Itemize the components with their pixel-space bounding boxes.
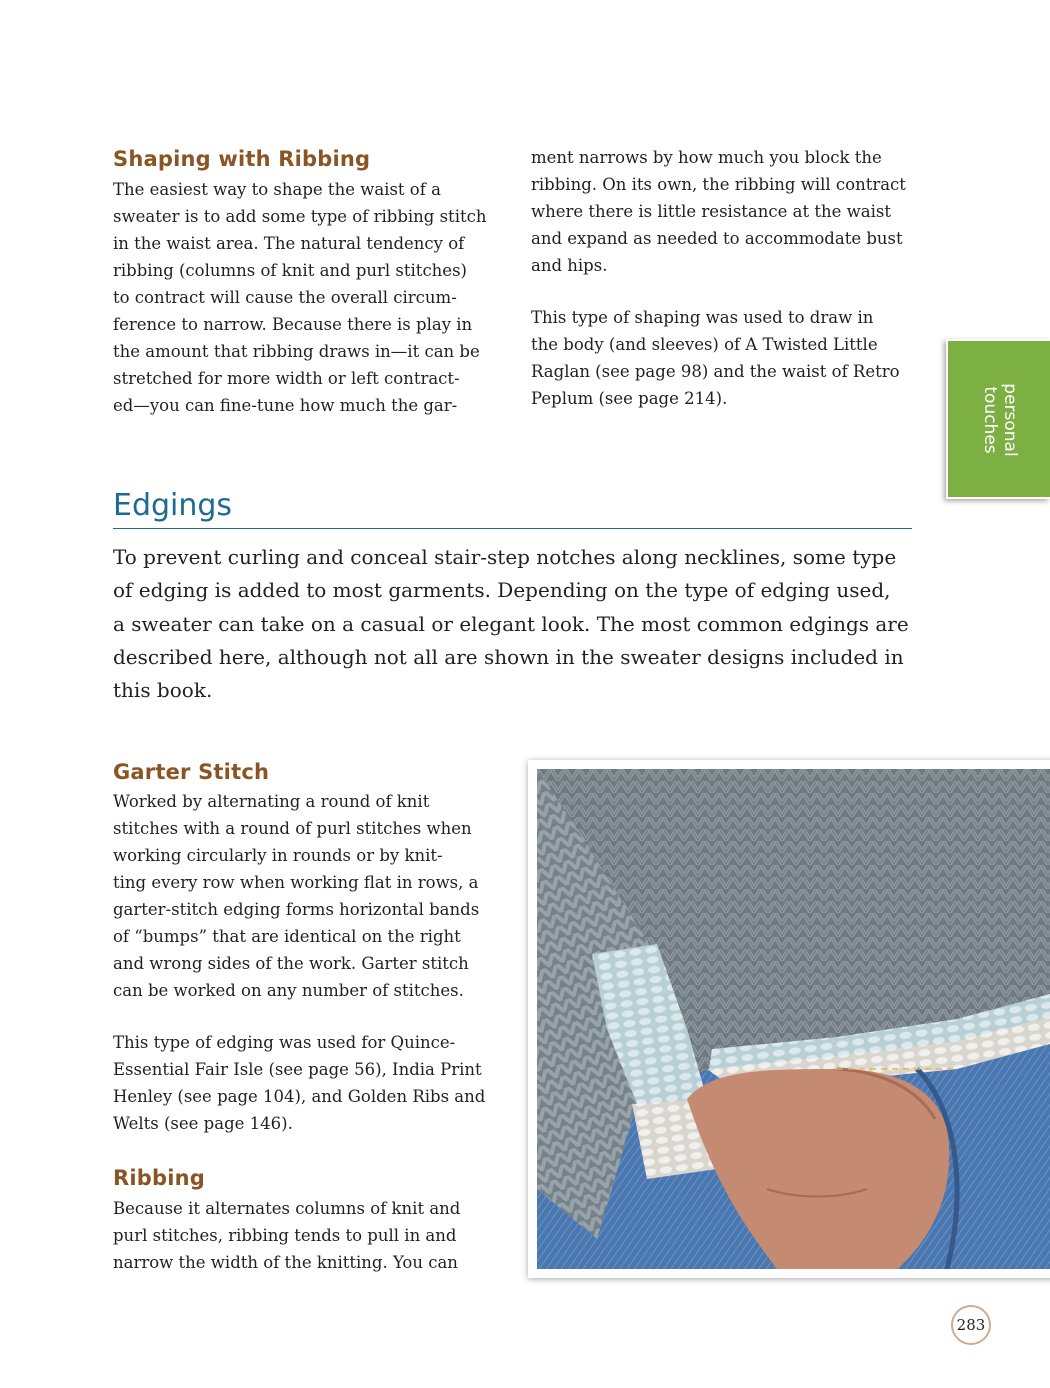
text-line: and hips. — [531, 256, 608, 275]
text-line: of edging is added to most garments. Depending on the type of edging used, — [113, 578, 891, 603]
text-line: purl stitches, ribbing tends to pull in and — [113, 1226, 457, 1245]
text-line: ting every row when working flat in rows, a — [113, 873, 479, 892]
text-line: of “bumps” that are identical on the right — [113, 927, 461, 946]
chapter-tab-line: touches — [980, 386, 1000, 454]
ribbing-heading: Ribbing — [113, 1166, 206, 1190]
ribbing-text — [113, 1195, 460, 1276]
chapter-tab-line: personal — [1000, 383, 1020, 457]
text-line: narrow the width of the knitting. You can — [113, 1253, 458, 1272]
text-line: Worked by alternating a round of knit — [113, 792, 430, 811]
section-title: Edgings — [113, 488, 233, 523]
paragraph — [531, 304, 906, 412]
text-line: garter-stitch edging forms horizontal bands — [113, 900, 480, 919]
paragraph — [531, 144, 906, 279]
section-divider — [113, 528, 912, 529]
text-line: can be worked on any number of stitches. — [113, 981, 464, 1000]
text-line: working circularly in rounds or by knit- — [113, 846, 443, 865]
text-line: this book. — [113, 678, 213, 703]
text-line: stitches with a round of purl stitches when — [113, 819, 472, 838]
photo-frame — [528, 760, 1050, 1278]
paragraph — [113, 1029, 485, 1137]
text-line: This type of shaping was used to draw in — [531, 308, 874, 327]
text-line: to contract will cause the overall circum- — [113, 288, 457, 307]
text-line: Essential Fair Isle (see page 56), India Print — [113, 1060, 482, 1079]
text-line: The easiest way to shape the waist of a — [113, 180, 441, 199]
text-line: stretched for more width or left contract- — [113, 369, 460, 388]
chapter-tab — [946, 339, 1050, 499]
text-line: the body (and sleeves) of A Twisted Little — [531, 335, 878, 354]
text-line: and wrong sides of the work. Garter stitch — [113, 954, 469, 973]
paragraph — [113, 788, 485, 1004]
shaping-ribbing-text-left — [113, 176, 486, 419]
shaping-ribbing-text-right — [531, 144, 906, 412]
garter-stitch-text — [113, 788, 485, 1137]
text-line: ribbing. On its own, the ribbing will contract — [531, 175, 906, 194]
text-line: Welts (see page 146). — [113, 1114, 293, 1133]
text-line: Henley (see page 104), and Golden Ribs and — [113, 1087, 486, 1106]
text-line: the amount that ribbing draws in—it can be — [113, 342, 480, 361]
text-line: described here, although not all are shown in the sweater designs included in — [113, 644, 904, 669]
text-line: Peplum (see page 214). — [531, 389, 728, 408]
sweater-photo — [537, 769, 1050, 1269]
text-line: sweater is to add some type of ribbing stitch — [113, 207, 487, 226]
page-number: 283 — [951, 1305, 991, 1345]
text-line: Because it alternates columns of knit and — [113, 1199, 461, 1218]
text-line: To prevent curling and conceal stair-step notches along necklines, some type — [113, 545, 897, 569]
section-intro — [113, 541, 913, 707]
shaping-ribbing-heading: Shaping with Ribbing — [113, 147, 371, 171]
garter-stitch-heading: Garter Stitch — [113, 760, 270, 784]
text-line: where there is little resistance at the waist — [531, 202, 891, 221]
text-line: ribbing (columns of knit and purl stitches) — [113, 261, 467, 280]
chapter-tab-label — [980, 383, 1020, 456]
text-line: ference to narrow. Because there is play in — [113, 315, 473, 334]
text-line: a sweater can take on a casual or elegant look. The most common edgings are — [113, 611, 909, 636]
text-line: and expand as needed to accommodate bust — [531, 229, 903, 248]
text-line: ment narrows by how much you block the — [531, 148, 882, 167]
text-line: in the waist area. The natural tendency of — [113, 234, 465, 253]
text-line: ed—you can fine-tune how much the gar- — [113, 396, 458, 415]
text-line: This type of edging was used for Quince- — [113, 1033, 456, 1052]
text-line: Raglan (see page 98) and the waist of Retro — [531, 362, 900, 381]
